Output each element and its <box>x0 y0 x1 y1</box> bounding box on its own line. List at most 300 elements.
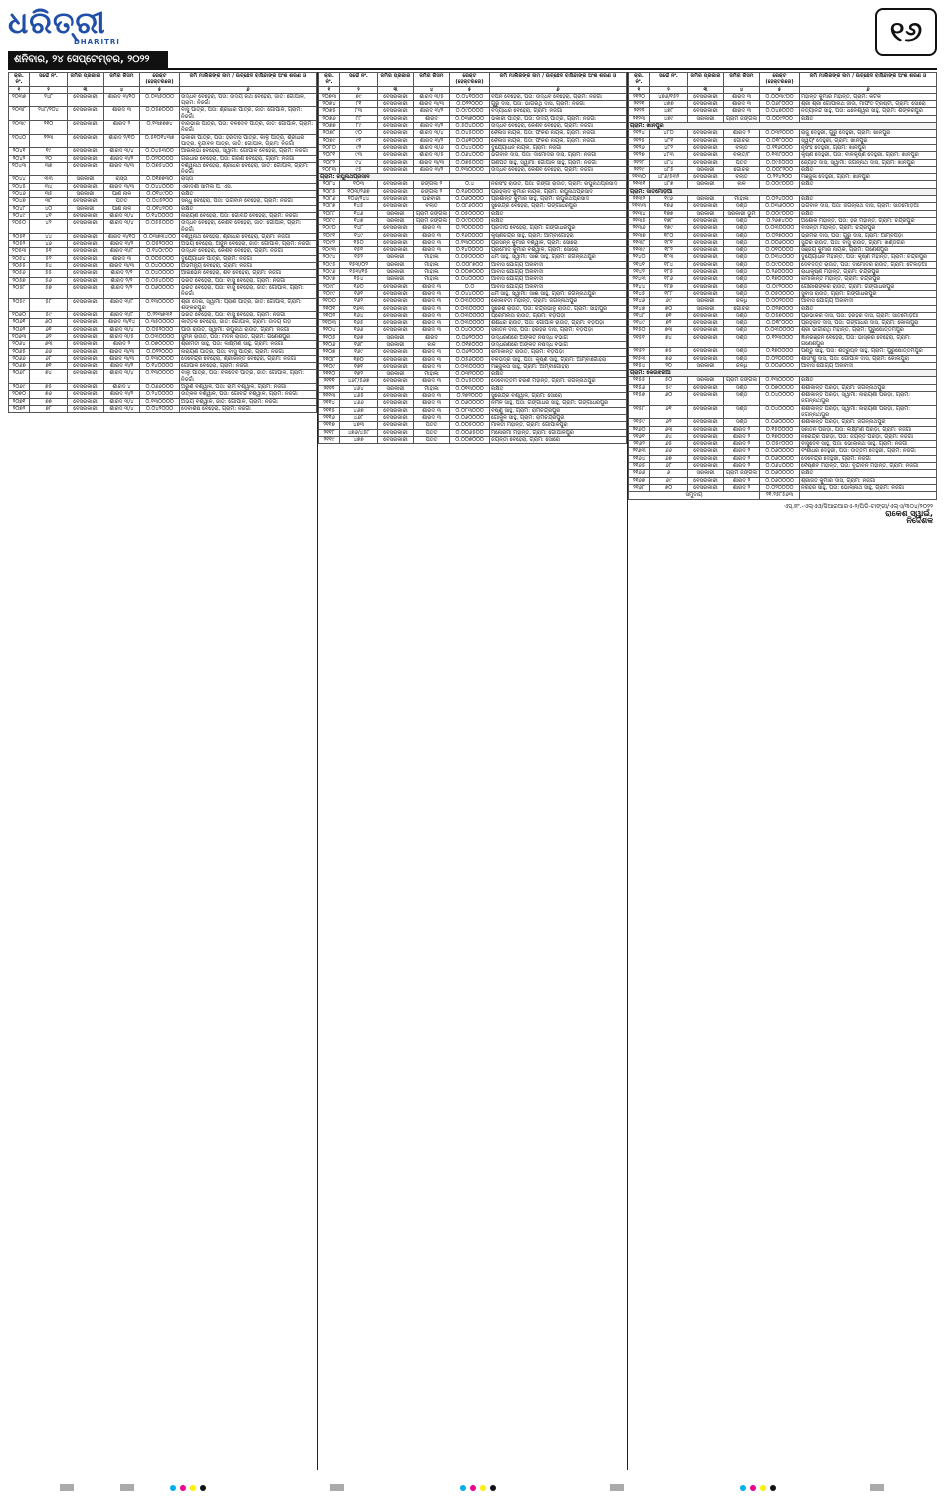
table-row <box>629 269 937 276</box>
land-class-cell: ଶାରଦ ୨ <box>724 433 760 440</box>
land-type-cell: ସରକାରୀ <box>378 385 414 392</box>
area-cell: ୦.୦୦୮୭୦୦ <box>450 261 490 268</box>
survey-cell: ୭୦ <box>650 305 688 312</box>
owner-cell: ବାସୁଦେବ ସାହୁ, ପିତା: ଭୋଲାନାଥ ସାହୁ, ଗ୍ରାମ: ନିଜଗାଁ <box>800 441 937 448</box>
serial-cell: ୨୦୮୭ <box>319 203 340 210</box>
area-cell: ୦.୦୦୭୦୦୦ <box>450 436 490 443</box>
serial-cell: ୨୦୭୨ <box>9 405 30 412</box>
owner-cell: ନାରାୟଣ ବେହେରା, ପିତା: ଗୋବିନ୍ଦ ବେହେରା, ଗ୍ରାମ: ନିଜଗାଁ <box>180 212 317 219</box>
area-cell: ୦.୧୪୦୦୦୦ <box>140 212 180 219</box>
land-class-cell: ଦଣ୍ଡ <box>724 348 760 355</box>
owner-cell: କୃଷ୍ଣଚନ୍ଦ୍ର ସାହୁ, ଗ୍ରାମ: ଆମ୍ବାଗୋହିରା <box>490 232 627 239</box>
owner-cell: ପ୍ରମୋଦ କୁମାର ବିଶ୍ୱାଳ, ଗ୍ରାମ: ସୋରୋ <box>490 247 627 254</box>
table-row <box>629 455 937 462</box>
owner-cell: ଗଣପତି ସାହୁ, ସ୍ୱାମୀ: ଗୋପାଳ ସାହୁ, ଗ୍ରାମ: ନିଜଗାଁ <box>490 159 627 166</box>
land-class-cell: ଶାରଦ ୩/୮ <box>104 248 140 255</box>
owner-cell: ଆବାସ ଯୋଗ୍ୟ ଅନାବାଦୀ <box>800 298 937 305</box>
land-type-cell: ବେସରକାରୀ <box>68 220 104 234</box>
land-class-cell: ନାଳ <box>724 181 760 188</box>
land-class-cell: ପତିତ <box>414 436 450 443</box>
area-cell: ୦.୧୪୦୯୦୦ <box>140 248 180 255</box>
table-row <box>629 137 937 144</box>
land-type-cell: ବେସରକାରୀ <box>688 101 724 108</box>
owner-cell: ଦେବୋତ୍ତମ ଚରଣ ମହାନ୍ତି, ଗ୍ରାମ: ଜଗନ୍ନାଥପୁର <box>490 378 627 385</box>
table-row <box>319 436 627 443</box>
land-type-cell: ସରକାରୀ <box>378 210 414 217</box>
survey-cell: ୧୬୬ <box>340 327 378 334</box>
table-row <box>319 247 627 254</box>
table-row <box>9 363 317 370</box>
owner-cell: ଭଗବାନ ଦାସ, ପିତା: ଜଗନ୍ନାଥ ଦାସ, ଗ୍ରାମ: ସାତମୋଡ଼ିଆ <box>800 203 937 210</box>
land-class-cell: ଶାରଦ ୩ <box>104 107 140 121</box>
column-1 <box>8 72 318 1470</box>
serial-cell: ୨୧୧୯ <box>319 436 340 443</box>
survey-cell: ୪୭୮ <box>650 108 688 115</box>
serial-cell: ୨୧୧୭ <box>319 422 340 429</box>
land-type-cell: ବେସରକାରୀ <box>68 248 104 255</box>
area-cell: ୦.୦୪୭୦୦୦ <box>760 108 800 115</box>
land-class-cell: ଘରବାରୀ <box>414 196 450 203</box>
yellow-dot <box>760 1485 766 1491</box>
owner-cell: ବାଲୁ ପାତ୍ର, ପିତା: ବଳଦେବ ପାତ୍ର, ଜାତି: ଗୋପାଳ, ଗ୍ରାମ: ନିଜଗାଁ <box>180 370 317 384</box>
column-header: କ୍ର. ନଂ. <box>9 73 30 87</box>
land-class-cell: ଶାରଦ ୩/୩ <box>104 162 140 176</box>
survey-cell: ୧୬୧ <box>340 290 378 297</box>
survey-cell: ୧୬୯ <box>340 349 378 356</box>
land-type-cell: ବେସରକାରୀ <box>68 355 104 362</box>
owner-cell: ଧର୍ମି ସାହୁ, ସ୍ୱାମୀ: ସାଈ ସାହୁ, ଗ୍ରାମ: ଜଗନ୍ନାଥପୁର <box>490 290 627 297</box>
land-class-cell: ଗୋଚର <box>724 305 760 312</box>
land-class-cell: ବିଲାତି <box>414 203 450 210</box>
land-class-cell: ଦଣ୍ଡ <box>724 312 760 319</box>
table-row <box>629 320 937 327</box>
serial-cell: ୨୧୪୧ <box>629 261 650 268</box>
table-row <box>629 217 937 224</box>
column-header: ରେକ୍ଟ (ହେକ୍ଟରରେ) <box>450 73 490 87</box>
land-type-cell: ବେସରକାରୀ <box>378 283 414 290</box>
table-body <box>629 93 937 491</box>
land-class-cell: ଦଣ୍ଡ <box>724 217 760 224</box>
survey-cell: ୧୪୮ <box>340 225 378 232</box>
area-cell: ୦.୦୫୦୦୦୦ <box>450 210 490 217</box>
area-cell: ୦.୦୧୦୦୦୦ <box>760 247 800 254</box>
serial-cell: ୨୦୭୩ <box>319 93 340 100</box>
reference-number: ଏସ୍.ନଂ.-ଏଲ୍ଏଓ/ସିଆରଆରଏ-୨/ପିଡି-ଟାଙ୍ଗୀ/ଏଲ୍ଏ/୩୦୪/୨୦୨୨ <box>783 502 933 510</box>
owner-cell: ଶ୍ରୀମତୀ ସାହୁ, ପିତା: ଲକ୍ଷ୍ମଣ ସାହୁ, ଗ୍ରାମ: ନିଜଗାଁ <box>180 341 317 348</box>
serial-cell: ୨୦୩୭ <box>9 93 30 107</box>
land-class-cell: ଶାରଦ ୩/୨ <box>414 166 450 173</box>
area-cell: ୦.୦୪୪୦୦୦ <box>450 290 490 297</box>
owner-cell: ଅରୁଣ ବିଶ୍ୱାଳ, ପିତା: ରାମ ବିଶ୍ୱାଳ, ଗ୍ରାମ: ନିଜଗାଁ <box>180 384 317 391</box>
table-row <box>9 107 317 121</box>
survey-cell: ୩୫ <box>30 191 68 198</box>
land-class-cell: ପତିତ <box>104 198 140 205</box>
land-class-cell: ଶାରଦ ୩/୪ <box>414 130 450 137</box>
serial-cell: ୨୦୪୯ <box>9 212 30 219</box>
land-type-cell: ସରକାରୀ <box>688 115 724 122</box>
column-number: ୬ <box>490 86 627 93</box>
area-cell: ୦.୦୬୨୦୦୦ <box>450 349 490 356</box>
survey-cell: ୧୦୬/୨୪୪ <box>340 196 378 203</box>
area-cell: ୦.୦୬୪୦୦୦ <box>450 152 490 159</box>
survey-cell: ୪୬୫ <box>340 393 378 400</box>
survey-cell: ୧୪୭ <box>340 217 378 224</box>
area-cell: ୦.୦୩୦୦୦୦ <box>760 327 800 334</box>
land-class-cell: ଶାରଦ ୩/୩ <box>104 263 140 270</box>
serial-cell: ୨୦୯୯ <box>319 290 340 297</box>
serial-cell: ୨୧୩୭ <box>629 232 650 239</box>
owner-cell: ଭରତ ବେହେରା, ପିତା: ବାସୁ ବେହେରା, ଗ୍ରାମ: ନିଜଗାଁ <box>180 312 317 319</box>
serial-cell: ୨୦୯୮ <box>319 283 340 290</box>
land-class-cell: ଶାରଦ ୩ <box>414 290 450 297</box>
survey-cell: ୧୪୯ <box>340 232 378 239</box>
land-class-cell: ଶାରଦ ୩/୪ <box>104 370 140 384</box>
area-cell: ୦.୦୦୫୦୦୦ <box>140 255 180 262</box>
village-heading-row <box>629 123 937 130</box>
area-cell: ୦.୦୧୮୦୦୦ <box>760 137 800 144</box>
survey-cell: ୬୭ <box>650 455 688 462</box>
owner-cell: ଅଭୟ ବିଶ୍ୱାଳ, ଜାତି: ଗୋପାଳ, ଗ୍ରାମ: ନିଜଗାଁ <box>180 398 317 405</box>
land-class-cell: ଶାରଦ <box>414 334 450 341</box>
serial-cell: ୨୧୧୪ <box>319 400 340 407</box>
table-row <box>9 212 317 219</box>
land-type-cell: ବେସରକାରୀ <box>378 108 414 115</box>
survey-cell: ୩୭ <box>30 162 68 176</box>
serial-cell: ୨୧୨୧ <box>629 101 650 108</box>
column-number: ୫ <box>450 86 490 93</box>
table-header <box>9 73 317 94</box>
table-row <box>629 355 937 362</box>
serial-cell: ୨୦୮୨ <box>319 159 340 166</box>
area-cell: ୦.୦୫୭୦୦୦ <box>760 312 800 319</box>
owner-cell: ଉଦ୍ଧବ ବେହେରା, କେଶବ ବେହେରା, ଗ୍ରାମ: ନିଜଗାଁ <box>180 248 317 255</box>
owner-cell: ବାସନ୍ତୀ ମହାନ୍ତି, ଗ୍ରାମ: ଚନ୍ଦ୍ରପୁର <box>800 225 937 232</box>
table-row <box>629 166 937 173</box>
land-type-cell: ବେସରକାରୀ <box>378 327 414 334</box>
serial-cell: ୨୦୪୪ <box>9 176 30 183</box>
land-type-cell: ବେସରକାରୀ <box>688 448 724 455</box>
table-row <box>629 298 937 305</box>
survey-cell: ୧୫୧ <box>340 247 378 254</box>
survey-cell: ୮୧ <box>340 101 378 108</box>
land-type-cell: ବେସରକାରୀ <box>68 319 104 326</box>
land-type-cell: ବେସରକାରୀ <box>378 137 414 144</box>
land-class-cell: ଶାରଦ ୩ <box>414 225 450 232</box>
survey-cell: ୧୫୨ <box>340 254 378 261</box>
land-class-cell: ଶାରଦ ୩/୨ <box>104 363 140 370</box>
land-class-cell: ଶାରଦ ୩ <box>414 320 450 327</box>
owner-cell: ଆବାସ ଯୋଗ୍ୟ ଅନାବାଦୀ <box>490 269 627 276</box>
column-3 <box>628 72 937 1470</box>
owner-cell: ରକ୍ଷିତ <box>800 210 937 217</box>
table-row <box>319 400 627 407</box>
serial-cell: ୨୦୪୩ <box>9 162 30 176</box>
table-row <box>319 217 627 224</box>
land-class-cell: ଜଳଧି <box>724 298 760 305</box>
serial-cell: ୨୦୫୨ <box>9 241 30 248</box>
survey-cell: ୬୬ <box>650 448 688 455</box>
land-type-cell: ବେସରକାରୀ <box>688 269 724 276</box>
land-type-cell: ସରକାରୀ <box>378 341 414 348</box>
serial-cell: ୨୧୩୦ <box>629 174 650 181</box>
survey-cell: ୬୦ <box>30 319 68 326</box>
survey-cell: ୪୬୭ <box>340 407 378 414</box>
table-row <box>629 108 937 115</box>
survey-cell: ୧୯୬ <box>650 196 688 203</box>
land-type-cell: ବେସରକାରୀ <box>688 137 724 144</box>
land-class-cell: ଶାରଦ ୩ <box>414 298 450 305</box>
survey-cell: ୬୧ <box>30 326 68 333</box>
land-class-cell: ଶାରଦ ୩/୪ <box>104 326 140 333</box>
land-type-cell: ବେସରକାରୀ <box>378 123 414 130</box>
survey-cell: ୧୭୮ <box>650 217 688 224</box>
area-cell: ୦.୦୨୭୦୦୦ <box>760 232 800 239</box>
area-cell: ୦.୧୩୦୦୦୦ <box>450 166 490 173</box>
column-header: ଜମିର କିସମ <box>414 73 450 87</box>
land-type-cell: ବେସରକାରୀ <box>68 333 104 340</box>
table-row <box>9 391 317 398</box>
survey-cell: ୧୮୫ <box>650 269 688 276</box>
land-class-cell: ଦଣ୍ଡ <box>724 239 760 246</box>
survey-cell: ୪୨ <box>30 220 68 234</box>
area-cell: ୦.୦୪୪୦୦୦ <box>140 183 180 190</box>
land-class-cell: ଦଣ୍ଡ <box>724 419 760 426</box>
land-type-cell: ବେସରକାରୀ <box>688 384 724 391</box>
table-row <box>629 232 937 239</box>
owner-cell: ରମାକାନ୍ତ ରାଉତ, ଗ୍ରାମ: ବଡ଼ପଡ଼ା <box>490 349 627 356</box>
owner-cell: ଜୟନ୍ତୀ ବେହେରା, ଗ୍ରାମ: ସୋରୋ <box>490 436 627 443</box>
owner-cell: ରକ୍ଷିତ <box>490 210 627 217</box>
land-class-cell: ଦଣ୍ଡ <box>724 384 760 391</box>
survey-cell: ୯୦ <box>340 130 378 137</box>
area-cell: ୦.୦୧୭୦୦୦ <box>450 341 490 348</box>
area-cell: ୦.୦୩୦୦୦୦ <box>450 298 490 305</box>
serial-cell: ୨୧୦୮ <box>319 356 340 363</box>
land-type-cell: ସରକାରୀ <box>378 261 414 268</box>
survey-cell: ୪୦ <box>30 205 68 212</box>
land-type-cell: ବେସରକାରୀ <box>68 148 104 155</box>
land-class-cell: ଦଣ୍ଡ <box>724 290 760 297</box>
village-heading: ଗ୍ରାମ: ଖାନପୁର <box>629 123 937 130</box>
land-class-cell: ଶାରଦ ୪ <box>104 384 140 391</box>
land-type-cell: ବେସରକାରୀ <box>68 263 104 270</box>
column-header: ଜମି ମାଲିକଙ୍କ ନାମ / ଉଚ୍ଛେଦ ବାସିନ୍ଦାଙ୍କ ଅଂଶ ଶରଣ ଓ <box>180 73 317 87</box>
owner-cell: ଦୁର୍ଯ୍ୟୋଧନ ପାତ୍ର, ଗ୍ରାମ: ନିଜଗାଁ <box>180 255 317 262</box>
land-type-cell: ବେସରକାରୀ <box>378 393 414 400</box>
serial-cell: ୨୧୧୦ <box>319 371 340 378</box>
land-type-cell: ବେସରକାରୀ <box>68 255 104 262</box>
serial-cell: ୨୦୭୮ <box>319 130 340 137</box>
survey-cell: ୭୨ <box>650 320 688 327</box>
table-row <box>319 422 627 429</box>
owner-cell: ଶଶୀକାନ୍ତ ପରିଡ଼ା, ସ୍ୱାମୀ: ନାରାୟଣୀ ପରିଡ଼ା, ଗ୍ରାମ: ଜଗନ୍ନାଥପୁର <box>800 405 937 419</box>
serial-cell: ୨୦୮୯ <box>319 217 340 224</box>
survey-cell: ୧୪୬ <box>340 210 378 217</box>
owner-cell: ନରହର ସାହୁ, ପିତା: ଭୋଲାନାଥ ସାହୁ, ଗ୍ରାମ: ନିଜଗାଁ <box>800 484 937 491</box>
column-number: ୩ <box>688 86 724 93</box>
serial-cell: ୨୦୭୦ <box>9 391 30 398</box>
land-class-cell: ଗ୍ରାମ ଜଙ୍ଗଲ <box>414 217 450 224</box>
survey-cell: ୬୮ <box>30 355 68 362</box>
owner-cell: ଦେବଦତ୍ତ ରାଉତ, ପିତା: ଦାମୋଦର ରାଉତ, ଗ୍ରାମ: ଟେଲଡ଼ିଆ <box>800 261 937 268</box>
area-cell: ୦.୦୦୯୦୦୦ <box>760 210 800 217</box>
survey-cell: ୪୬୪ <box>340 385 378 392</box>
village-heading: ଗ୍ରାମ: ସାତମୋଡ଼ିଆ <box>629 188 937 195</box>
owner-cell: କୈଳାସ ନାୟକ, ପିତା: ଫକିର ନାୟକ, ଗ୍ରାମ: ନିଜଗାଁ <box>490 137 627 144</box>
page-number: ୧୬ <box>875 8 937 56</box>
land-class-cell: ଶାରଦ ୩/୪ <box>104 398 140 405</box>
land-type-cell: ବେସରକାରୀ <box>68 241 104 248</box>
area-cell: ୦.୦୭୦୦୦୦ <box>140 341 180 348</box>
land-class-cell: ଶାରଦ ୩ <box>414 305 450 312</box>
land-type-cell: ବେସରକାରୀ <box>68 284 104 298</box>
owner-cell: ଦୁର୍ଯ୍ୟୋଧନ ମହାନ୍ତି, ପିତା: କୃଷ୍ଣ ମହାନ୍ତି, ଗ୍ରାମ: ଚନ୍ଦ୍ରପୁର <box>800 254 937 261</box>
owner-cell: ନିର୍ମଳ ସାହୁ, ପିତା: ଗଙ୍ଗାଧର ସାହୁ, ଗ୍ରାମ: ଗଙ୍ଗାଧରପୁର <box>490 400 627 407</box>
land-type-cell: ବେସରକାରୀ <box>378 363 414 370</box>
table-row <box>629 239 937 246</box>
table-row <box>319 152 627 159</box>
serial-cell: ୨୦୮୬ <box>319 196 340 203</box>
table-row <box>629 130 937 137</box>
serial-cell: ୨୧୪୨ <box>629 269 650 276</box>
land-class-cell: ଶାରଦ ୩/୪ <box>104 212 140 219</box>
land-type-cell: ବେସରକାରୀ <box>68 212 104 219</box>
land-type-cell: ବେସରକାରୀ <box>378 159 414 166</box>
table-row <box>629 261 937 268</box>
land-type-cell: ବେସରକାରୀ <box>688 312 724 319</box>
table-row <box>9 341 317 348</box>
village-heading-row <box>319 174 627 181</box>
survey-cell: ୪୮୦ <box>650 130 688 137</box>
area-cell: ୦.୦୪୫୩୦୦ <box>140 148 180 155</box>
owner-cell: ନରେନ୍ଦ୍ର ପରିଡ଼ା, ପିତା: ଜୟନ୍ତ ପରିଡ଼ା, ଗ୍ରାମ: ନିଜଗାଁ <box>800 433 937 440</box>
serial-cell: ୨୧୪୦ <box>629 254 650 261</box>
land-class-cell: ଶାରଦ ୩/୨ <box>104 155 140 162</box>
survey-cell: ୧୮୩ <box>650 254 688 261</box>
land-type-cell: ସରକାରୀ <box>378 334 414 341</box>
land-class-cell: ନାଳ <box>414 341 450 348</box>
serial-cell: ୨୧୬୦ <box>629 426 650 433</box>
land-class-cell: ଶାରଦ ୨/୨ <box>104 284 140 298</box>
survey-cell: ୪୭୭ <box>340 436 378 443</box>
owner-cell: ଅଭୟ ବେହେରା, ଅର୍ଜୁନ ବେହେରା, ଜାତି: ଗୋପାଳ, ଗ୍ରାମ: ନିଜଗାଁ <box>180 241 317 248</box>
survey-cell: ୬୧ <box>650 405 688 419</box>
table-row <box>319 269 627 276</box>
serial-cell: ୨୧୫୫ <box>629 377 650 384</box>
yellow-dot <box>480 1485 486 1491</box>
table-row <box>629 327 937 334</box>
owner-cell: ସୁରେଶ ରାଉତ, ପିତା: ଚନ୍ଦ୍ରଭାନୁ ରାଉତ, ଗ୍ରାମ: ସାହାପୁର <box>490 305 627 312</box>
table-row <box>629 225 937 232</box>
survey-cell: ୧୭୧ <box>340 363 378 370</box>
black-dot <box>770 1485 776 1491</box>
serial-cell: ୨୧୩୮ <box>629 239 650 246</box>
table-row <box>629 312 937 319</box>
cyan-dot <box>170 1485 176 1491</box>
land-type-cell: ବେସରକାରୀ <box>68 341 104 348</box>
serial-cell: ୨୧୫୧ <box>629 334 650 348</box>
land-class-cell: ଶାରଦ <box>414 115 450 122</box>
serial-cell: ୨୧୫୦ <box>629 327 650 334</box>
table-row <box>9 191 317 198</box>
land-type-cell: ବେସରକାରୀ <box>68 391 104 398</box>
owner-cell: ଅଭିମନ୍ୟୁ ବେହେରା, ଗ୍ରାମ: ନିଜଗାଁ <box>180 263 317 270</box>
owner-cell: ଶ୍ରୀ ଦେଇ, ସ୍ୱାମୀ: ପ୍ରାଣ ପାତ୍ର, ଜାତି: ଗୋପାଳ, ଗ୍ରାମ: ଶଙ୍କରପୁର <box>180 298 317 312</box>
land-type-cell: ବେସରକାରୀ <box>378 115 414 122</box>
masthead-divider <box>8 68 937 70</box>
serial-cell: ୨୦୬୪ <box>9 341 30 348</box>
serial-cell: ୨୧୧୫ <box>319 407 340 414</box>
owner-cell: ରମାକାନ୍ତ ମହାନ୍ତି, ଗ୍ରାମ: ଚନ୍ଦ୍ରପୁର <box>800 276 937 283</box>
table-header <box>319 73 627 94</box>
land-class-cell: ଶାରଦ ୨ <box>724 130 760 137</box>
serial-cell: ୨୦୬୧ <box>9 319 30 326</box>
survey-cell: ୩୮ <box>30 198 68 205</box>
table-row <box>9 384 317 391</box>
land-type-cell: ବେସରକାରୀ <box>688 484 724 491</box>
black-dot <box>490 1485 496 1491</box>
land-type-cell: ବେସରକାରୀ <box>688 254 724 261</box>
serial-cell: ୨୦୯୩ <box>319 247 340 254</box>
area-cell: ୦.୦୩୨୦୦୦ <box>760 130 800 137</box>
serial-cell: ୨୧୦୨ <box>319 312 340 319</box>
land-class-cell: ଦଣ୍ଡ <box>724 327 760 334</box>
owner-cell: ବୈଷ୍ଣବ ମହାନ୍ତି, ପିତା: ବୃନ୍ଦାବନ ମହାନ୍ତି, ଗ୍ରାମ: ନିଜଗାଁ <box>800 463 937 470</box>
area-cell: ୦.୦୪୦୦୦୦ <box>450 276 490 283</box>
grey-patch <box>870 1484 884 1491</box>
survey-cell: ୪୮୨ <box>650 144 688 151</box>
grey-patch <box>120 1484 134 1491</box>
serial-cell: ୨୦୯୦ <box>319 225 340 232</box>
survey-cell: ୧୬୪ <box>340 312 378 319</box>
village-heading-row <box>629 188 937 195</box>
cyan-dot <box>460 1485 466 1491</box>
land-type-cell: ବେସରକାରୀ <box>68 405 104 412</box>
survey-cell: ୬୩ <box>30 341 68 348</box>
area-cell: ୦.୦୬୦୦୦୦ <box>450 196 490 203</box>
survey-cell: ୨୦ <box>650 362 688 369</box>
area-cell: ୦.୦ <box>450 283 490 290</box>
owner-cell: ସୁରେନ୍ଦ୍ର ବିଶ୍ୱାଳ, ଗ୍ରାମ: ସୋରୋ <box>490 393 627 400</box>
owner-cell: ଉଦ୍ଧବ ବେହେରା, କେଶବ ବେହେରା, ଗ୍ରାମ: ନିଜଗାଁ <box>490 123 627 130</box>
survey-cell: ୨୧୦ <box>30 121 68 135</box>
serial-cell: ୨୧୪୭ <box>629 305 650 312</box>
area-cell: ୦.୦୫୯୦୦୦ <box>760 441 800 448</box>
table-body <box>9 93 317 412</box>
table-row <box>629 159 937 166</box>
area-cell: ୦.୫୦୪୦୦୦ <box>450 123 490 130</box>
land-class-cell: ଦଣ୍ଡ <box>724 261 760 268</box>
serial-cell: ୨୧୫୯ <box>629 419 650 426</box>
area-cell: ୦.୦୬୧୦୦୦ <box>450 137 490 144</box>
owner-cell: ଶ୍ରୀ ଭାଗୀରଥି ମହାନ୍ତି, ଗ୍ରାମ: ପୁରୁଷୋତ୍ତମପୁର <box>800 327 937 334</box>
land-type-cell: ବେସରକାରୀ <box>68 363 104 370</box>
land-type-cell: ବେସରକାରୀ <box>688 174 724 181</box>
village-heading: ଗ୍ରାମ: ରଘୁନାଥପ୍ରସାଦ <box>319 174 627 181</box>
survey-cell: ୧୯ <box>30 148 68 155</box>
owner-cell: ଧର୍ମି ସାହୁ, ସ୍ୱାମୀ: ସାଈ ସାହୁ, ଗ୍ରାମ: ଜଗନ୍ନାଥପୁର <box>490 254 627 261</box>
grey-patch <box>330 1484 344 1491</box>
serial-cell: ୨୦୭୫ <box>319 108 340 115</box>
magenta-dot <box>750 1485 756 1491</box>
land-class-cell: ଶାରଦ ୩ <box>414 378 450 385</box>
area-cell: ୦.୦୨୦୦୦୦ <box>140 155 180 162</box>
owner-cell: ସନାତନ ପରିଡ଼ା, ପିତା: ଲକ୍ଷ୍ମଣ ପରିଡ଼ା, ଗ୍ରାମ: ନିଜଗାଁ <box>800 426 937 433</box>
area-cell: ୦.୦୬୦୦୦୦ <box>760 470 800 477</box>
area-cell: ୦.୫୧୦୧୪୩୭ <box>140 134 180 148</box>
area-cell: ୦.୦୦୨୦୦୦ <box>760 298 800 305</box>
survey-cell: ୭୭ <box>30 398 68 405</box>
